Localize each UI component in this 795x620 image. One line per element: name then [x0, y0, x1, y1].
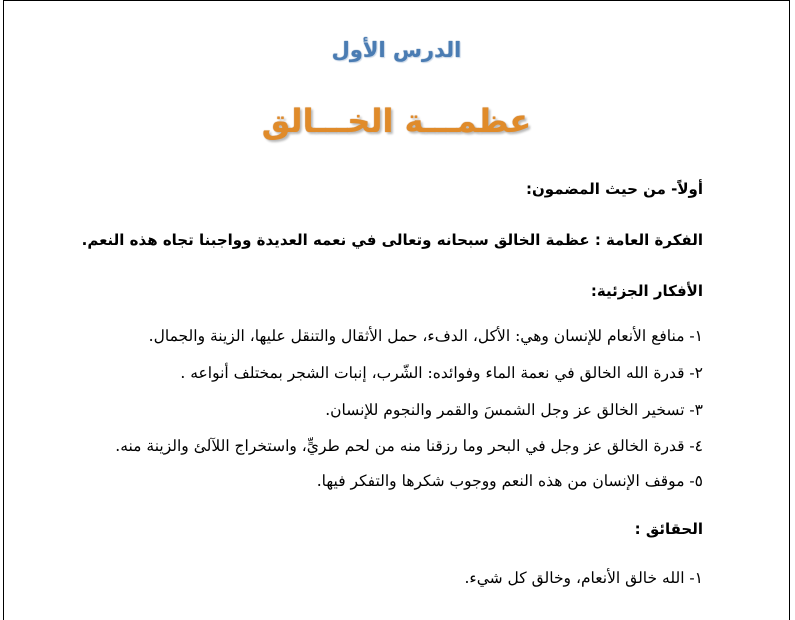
general-idea: الفكرة العامة : عظمة الخالق سبحانه وتعالى في نعمه العديدة وواجبنا تجاه هذه النعم.: [81, 231, 703, 249]
fact-item-1: ١- الله خالق الأنعام، وخالق كل شيء.: [464, 569, 703, 587]
sub-idea-item-5: ٥- موقف الإنسان من هذه النعم ووجوب شكرها والتفكر فيها.: [316, 472, 703, 490]
lesson-title: الدرس الأول: [331, 38, 462, 62]
sub-idea-item-1: ١- منافع الأنعام للإنسان وهي: الأكل، الدفء، حمل الأثقال والتنقل عليها، الزينة والجمال.: [148, 327, 703, 345]
content-section-heading: أولاً- من حيث المضمون:: [526, 180, 703, 198]
sub-ideas-heading: الأفكار الجزئية:: [590, 282, 703, 300]
sub-idea-item-3: ٣- تسخير الخالق عز وجل الشمسَ والقمر والنجوم للإنسان.: [325, 401, 703, 419]
sub-idea-item-2: ٢- قدرة الله الخالق في نعمة الماء وفوائده: الشّرب، إنبات الشجر بمختلف أنواعه .: [180, 364, 703, 382]
facts-heading: الحقائق :: [634, 520, 703, 538]
sub-idea-item-4: ٤- قدرة الخالق عز وجل في البحر وما رزقنا منه من لحم طريٍّ، واستخراج اللآلئ والزينة منه.: [115, 437, 703, 455]
main-title: عظمـــة الخـــالق: [261, 102, 532, 140]
